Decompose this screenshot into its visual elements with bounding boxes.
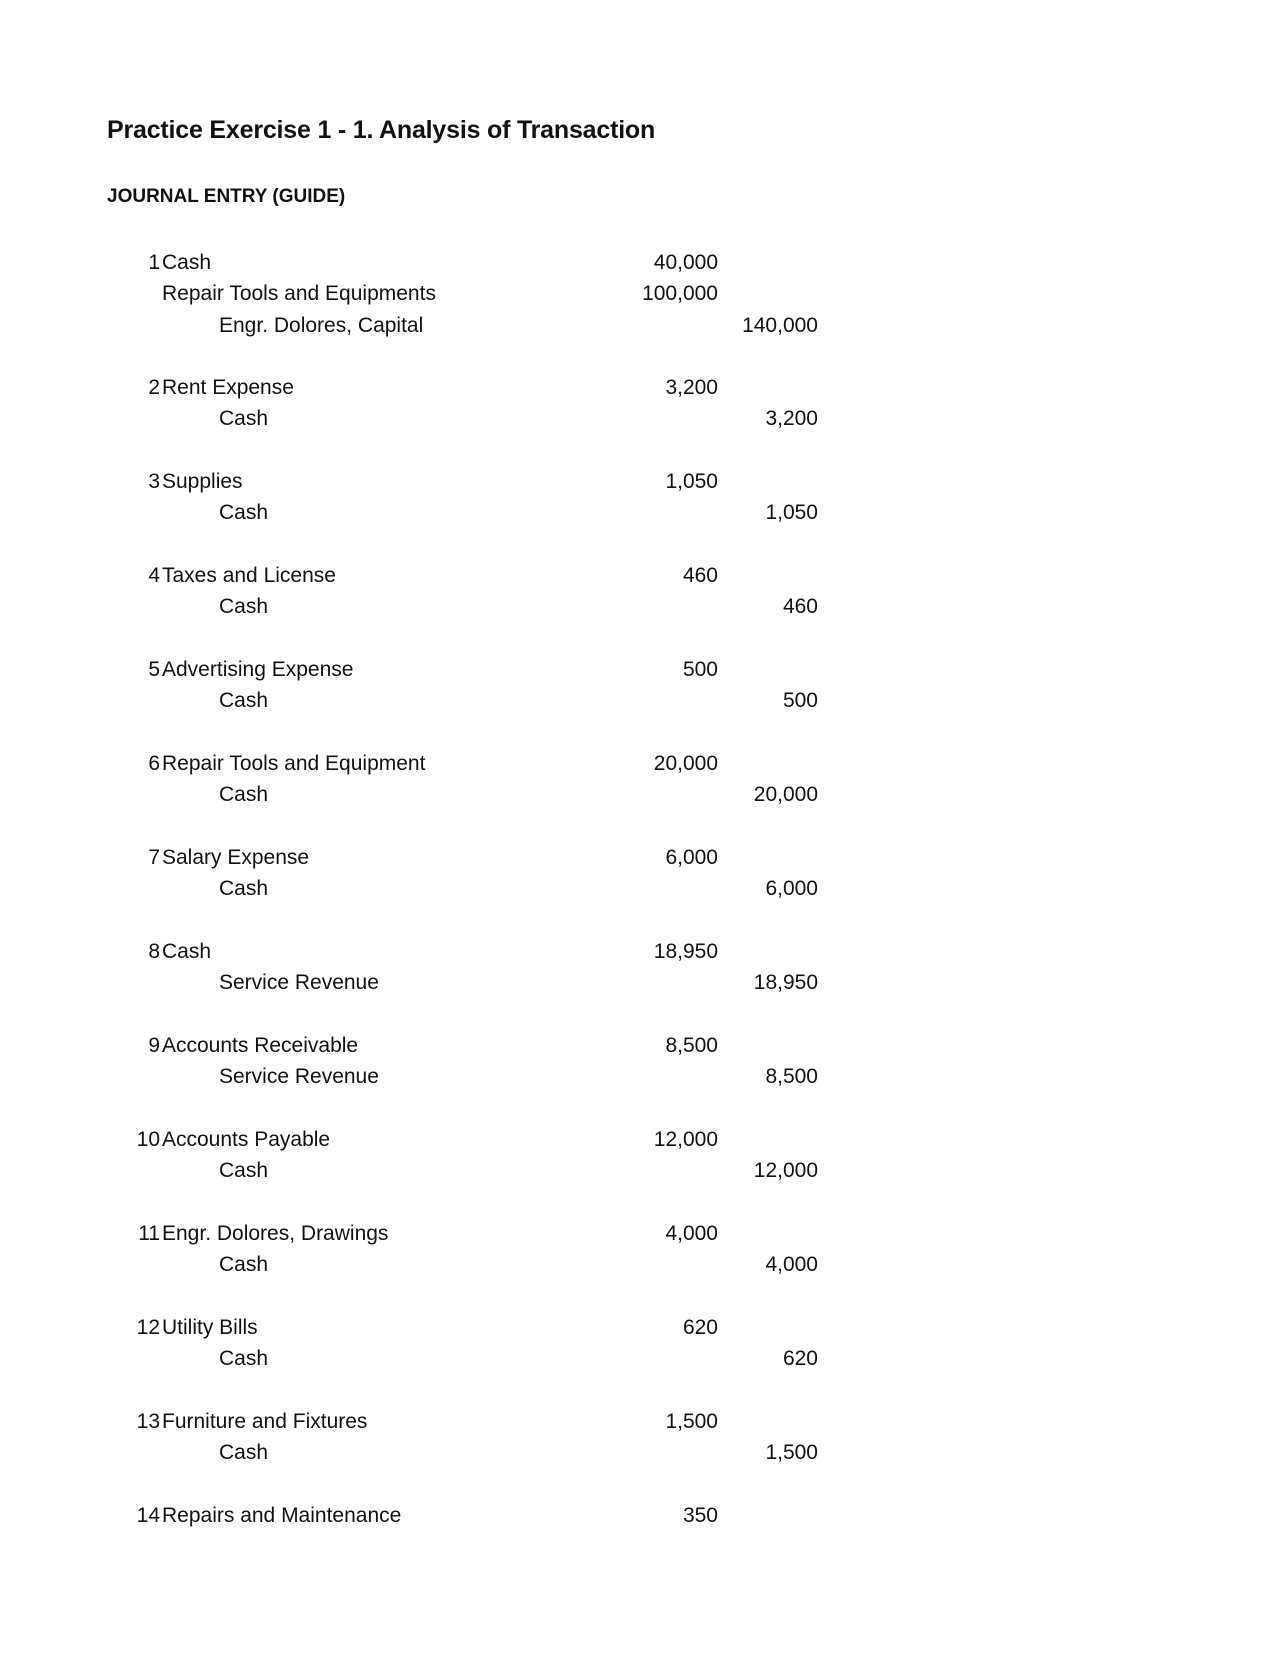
credit-account: Cash xyxy=(219,1159,269,1183)
credit-amount: 460 xyxy=(782,595,818,619)
entry-number: 4 xyxy=(148,564,160,587)
debit-account: Salary Expense xyxy=(162,846,310,869)
credit-account: Cash xyxy=(219,501,269,525)
credit-account: Cash xyxy=(219,407,269,431)
debit-amount: 6,000 xyxy=(665,846,718,869)
journal-debit-line xyxy=(0,280,1280,308)
entry-number: 9 xyxy=(148,1034,160,1057)
debit-amount: 40,000 xyxy=(653,251,718,274)
debit-amount: 20,000 xyxy=(653,752,718,775)
credit-account: Cash xyxy=(219,595,269,619)
debit-amount: 500 xyxy=(682,658,718,681)
entry-number: 5 xyxy=(148,658,160,681)
debit-amount: 3,200 xyxy=(665,376,718,399)
entry-number: 1 xyxy=(148,251,160,274)
debit-account: Accounts Receivable xyxy=(162,1034,359,1057)
debit-amount: 1,500 xyxy=(665,1410,718,1433)
entry-number: 8 xyxy=(148,940,160,963)
debit-account: Cash xyxy=(162,251,212,274)
credit-amount: 20,000 xyxy=(753,783,818,807)
debit-amount: 4,000 xyxy=(665,1222,718,1245)
entry-number: 10 xyxy=(136,1128,160,1151)
journal-debit-line xyxy=(0,374,1280,402)
entry-number: 7 xyxy=(148,846,160,869)
journal-credit-line xyxy=(0,781,1280,809)
debit-account: Supplies xyxy=(162,470,243,493)
credit-amount: 620 xyxy=(782,1347,818,1371)
debit-account: Repair Tools and Equipment xyxy=(162,752,426,775)
journal-debit-line xyxy=(0,1126,1280,1154)
entry-number: 11 xyxy=(138,1222,160,1245)
journal-debit-line xyxy=(0,468,1280,496)
journal-credit-line xyxy=(0,1063,1280,1091)
journal-debit-line xyxy=(0,562,1280,590)
journal-credit-line xyxy=(0,687,1280,715)
journal-credit-line xyxy=(0,499,1280,527)
debit-amount: 18,950 xyxy=(653,940,718,963)
debit-account: Taxes and License xyxy=(162,564,336,587)
journal-debit-line xyxy=(0,1408,1280,1436)
entry-number: 6 xyxy=(148,752,160,775)
debit-amount: 460 xyxy=(682,564,718,587)
entry-number: 2 xyxy=(148,376,160,399)
journal-debit-line xyxy=(0,844,1280,872)
journal-debit-line xyxy=(0,656,1280,684)
journal-credit-line xyxy=(0,1157,1280,1185)
journal-debit-line xyxy=(0,1314,1280,1342)
debit-account: Utility Bills xyxy=(162,1316,258,1339)
credit-account: Cash xyxy=(219,689,269,713)
debit-account: Cash xyxy=(162,940,212,963)
credit-amount: 8,500 xyxy=(765,1065,818,1089)
debit-amount: 620 xyxy=(682,1316,718,1339)
journal-debit-line xyxy=(0,1502,1280,1530)
journal-debit-line xyxy=(0,1032,1280,1060)
credit-amount: 1,050 xyxy=(765,501,818,525)
section-heading: JOURNAL ENTRY (GUIDE) xyxy=(107,186,346,207)
credit-account: Cash xyxy=(219,1253,269,1277)
journal-credit-line xyxy=(0,405,1280,433)
journal-credit-line xyxy=(0,1251,1280,1279)
credit-account: Engr. Dolores, Capital xyxy=(219,313,424,337)
debit-amount: 350 xyxy=(682,1504,718,1527)
credit-amount: 500 xyxy=(782,689,818,713)
credit-account: Service Revenue xyxy=(219,1065,379,1089)
entry-number: 14 xyxy=(136,1504,160,1527)
credit-amount: 6,000 xyxy=(765,877,818,901)
journal-debit-line xyxy=(0,1220,1280,1248)
journal-credit-line xyxy=(0,969,1280,997)
credit-account: Cash xyxy=(219,1441,269,1465)
journal-credit-line xyxy=(0,875,1280,903)
entry-number: 3 xyxy=(148,470,160,493)
debit-account: Repairs and Maintenance xyxy=(162,1504,402,1527)
entry-number: 12 xyxy=(136,1316,160,1339)
journal-credit-line xyxy=(0,593,1280,621)
page-title: Practice Exercise 1 - 1. Analysis of Transaction xyxy=(107,116,656,144)
debit-account: Repair Tools and Equipments xyxy=(162,282,436,306)
journal-debit-line xyxy=(0,249,1280,277)
journal-credit-line xyxy=(0,1345,1280,1373)
entry-number: 13 xyxy=(136,1410,160,1433)
debit-amount: 8,500 xyxy=(665,1034,718,1057)
credit-amount: 3,200 xyxy=(765,407,818,431)
debit-account: Engr. Dolores, Drawings xyxy=(162,1222,389,1245)
debit-account: Accounts Payable xyxy=(162,1128,331,1151)
credit-account: Service Revenue xyxy=(219,971,379,995)
credit-amount: 18,950 xyxy=(753,971,818,995)
credit-account: Cash xyxy=(219,1347,269,1371)
credit-amount: 4,000 xyxy=(765,1253,818,1277)
credit-amount: 1,500 xyxy=(765,1441,818,1465)
debit-amount: 12,000 xyxy=(653,1128,718,1151)
journal-credit-line xyxy=(0,312,1280,340)
credit-account: Cash xyxy=(219,783,269,807)
debit-account: Furniture and Fixtures xyxy=(162,1410,368,1433)
credit-amount: 12,000 xyxy=(753,1159,818,1183)
credit-account: Cash xyxy=(219,877,269,901)
credit-amount: 140,000 xyxy=(742,313,818,337)
journal-credit-line xyxy=(0,1439,1280,1467)
journal-debit-line xyxy=(0,750,1280,778)
debit-amount: 1,050 xyxy=(665,470,718,493)
debit-account: Rent Expense xyxy=(162,376,294,399)
journal-debit-line xyxy=(0,938,1280,966)
debit-account: Advertising Expense xyxy=(162,658,354,681)
debit-amount: 100,000 xyxy=(642,282,718,306)
